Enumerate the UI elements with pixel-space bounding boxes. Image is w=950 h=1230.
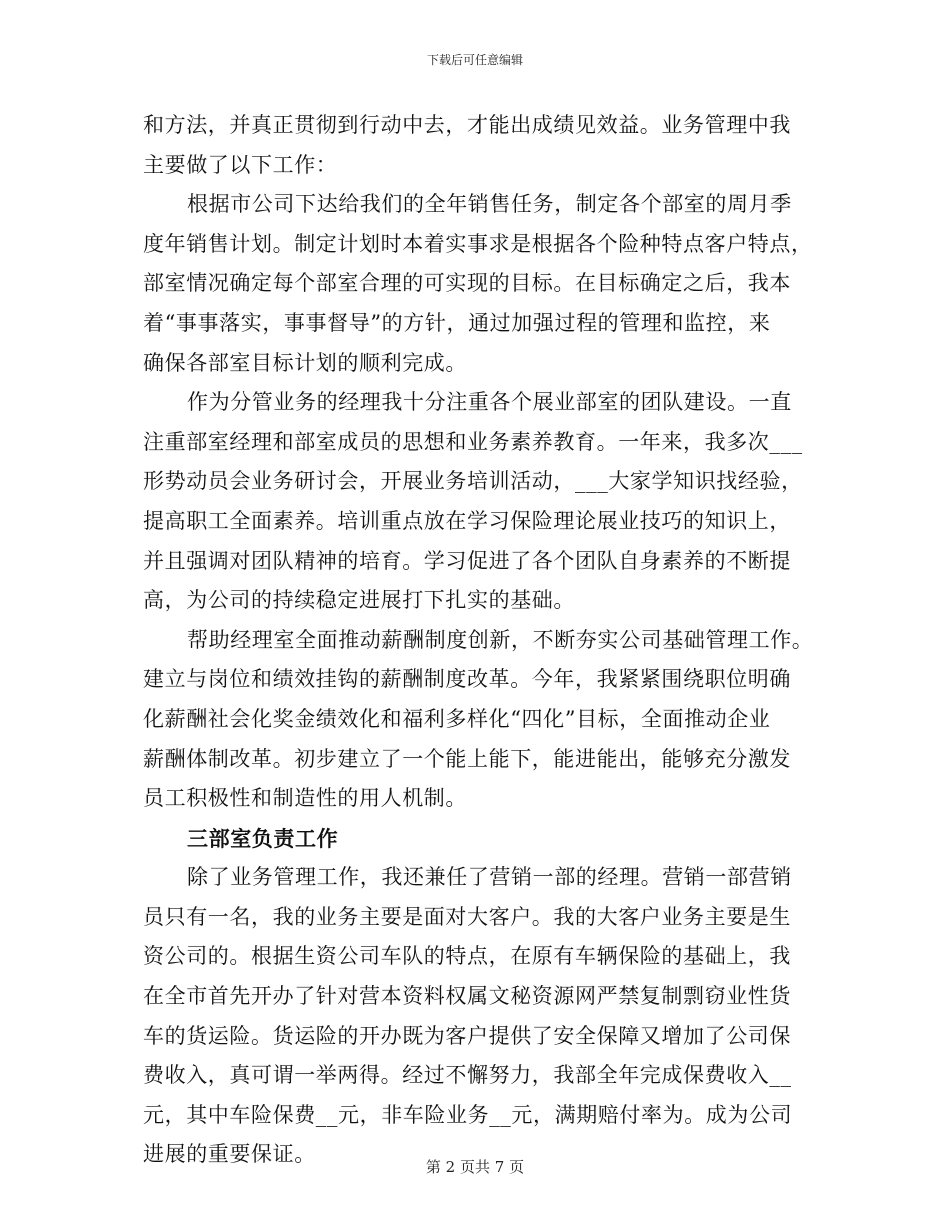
text-line: 形势动员会业务研讨会，开展业务培训活动，___大家学知识找经验， xyxy=(143,469,803,494)
text-line: 员工积极性和制造性的用人机制。 xyxy=(143,786,467,811)
text-line: 在全市首先开办了针对营本资料权属文秘资源网严禁复制剽窃业性货 xyxy=(143,984,791,1009)
text-line: 度年销售计划。制定计划时本着实事求是根据各个险种特点客户特点， xyxy=(143,231,813,256)
text-line: 和方法，并真正贯彻到行动中去，才能出成绩见效益。业务管理中我 xyxy=(143,113,791,137)
paragraph-start-line: 作为分管业务的经理我十分注重各个展业部室的团队建设。一直 xyxy=(187,390,792,415)
text-line: 提高职工全面素养。培训重点放在学习保险理论展业技巧的知识上， xyxy=(143,508,791,533)
page-header: 下载后可任意编辑 xyxy=(426,53,523,67)
text-line: 进展的重要保证。 xyxy=(143,1142,316,1167)
text-line: 注重部室经理和部室成员的思想和业务素养教育。一年来，我多次___ xyxy=(143,429,803,454)
text-line: 费收入，真可谓一举两得。经过不懈努力，我部全年完成保费收入__ xyxy=(143,1063,792,1088)
text-line: 部室情况确定每个部室合理的可实现的目标。在目标确定之后，我本 xyxy=(143,271,791,296)
text-line: 主要做了以下工作： xyxy=(143,152,338,177)
paragraph-start-line: 帮助经理室全面推动薪酬制度创新，不断夯实公司基础管理工作。 xyxy=(187,627,814,652)
paragraph-start-line: 除了业务管理工作，我还兼任了营销一部的经理。营销一部营销 xyxy=(187,865,792,890)
text-line: 确保各部室目标计划的顺利完成。 xyxy=(143,350,467,375)
text-line: 并且强调对团队精神的培育。学习促进了各个团队自身素养的不断提 xyxy=(143,548,791,573)
text-line: 建立与岗位和绩效挂钩的薪酬制度改革。今年，我紧紧围绕职位明确 xyxy=(143,667,791,692)
section-heading: 三部室负责工作 xyxy=(187,825,339,851)
text-line: 元，其中车险保费__元，非车险业务__元，满期赔付率为。成为公司 xyxy=(143,1102,793,1127)
text-line: 着“事事落实，事事督导”的方针，通过加强过程的管理和监控，来 xyxy=(143,310,771,335)
text-line: 高，为公司的持续稳定进展打下扎实的基础。 xyxy=(143,588,575,613)
text-line: 车的货运险。货运险的开办既为客户提供了安全保障又增加了公司保 xyxy=(143,1023,791,1048)
page-footer: 第 2 页共 7 页 xyxy=(425,1158,525,1176)
text-line: 薪酬体制改革。初步建立了一个能上能下，能进能出，能够充分激发 xyxy=(143,746,791,771)
text-line: 员只有一名，我的业务主要是面对大客户。我的大客户业务主要是生 xyxy=(143,904,791,929)
text-line: 资公司的。根据生资公司车队的特点，在原有车辆保险的基础上，我 xyxy=(143,944,791,969)
document-body xyxy=(143,106,814,1175)
text-line: 化薪酬社会化奖金绩效化和福利多样化“四化”目标，全面推动企业 xyxy=(143,706,771,731)
paragraph-start-line: 根据市公司下达给我们的全年销售任务，制定各个部室的周月季 xyxy=(187,192,792,217)
